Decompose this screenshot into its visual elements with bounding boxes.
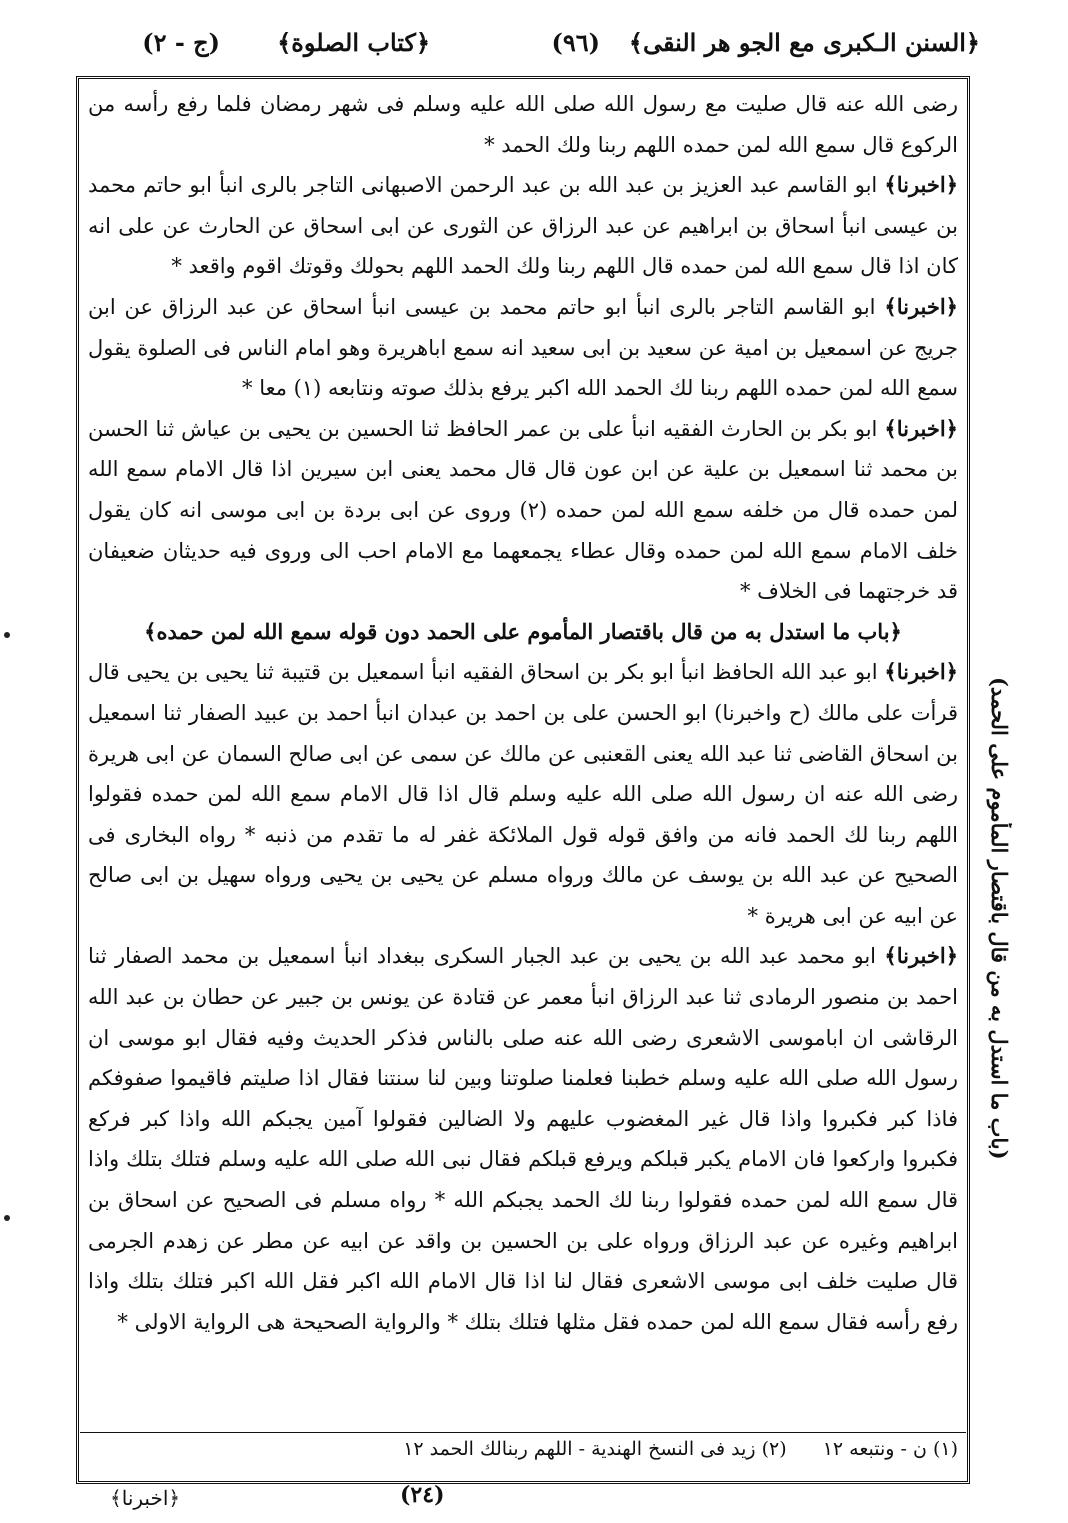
paragraph-3: ﴿اخبرنا﴾ ابو القاسم التاجر بالرى انبأ ابو حاتم محمد بن عيسى انبأ اسحاق عن عبد الرزاق عن ابن جريج عن اسمعيل بن امية عن سعيد بن ابى سعيد انه سمع اباهريرة وهو امام الناس فى الصلوة يقول سمع الله لمن حمده اللهم ربنا لك الحمد الله اكبر يرفع بذلك صوته ونتابعه (١) معا * bbox=[88, 293, 958, 401]
lead-word: ﴿اخبرنا﴾ bbox=[884, 415, 958, 441]
lead-word: ﴿اخبرنا﴾ bbox=[884, 172, 958, 198]
book-title: ﴿السنن الـكبرى مع الجو هر النقى﴾ bbox=[628, 28, 980, 57]
paragraph-2: ﴿اخبرنا﴾ ابو القاسم عبد العزيز بن عبد الله بن عبد الرحمن الاصبهانى التاجر بالرى انبأ ابو حاتم محمد بن عيسى انبأ اسحاق بن ابراهيم عن عبد الرزاق عن الثورى عن ابى اسحاق عن الحارث عن على انه كان اذا قال سمع الله لمن حمده قال اللهم ربنا ولك الحمد اللهم بحولك وقوتك اقوم واقعد * bbox=[88, 172, 958, 279]
scan-mark bbox=[4, 1215, 10, 1221]
margin-note: (باب ما استدل به من قال باقتصار المأموم على الحمد) bbox=[987, 677, 1012, 1160]
paragraph-5: ﴿اخبرنا﴾ ابو عبد الله الحافظ انبأ ابو بكر بن اسحاق الفقيه انبأ اسمعيل بن قتيبة ثنا يحيى بن يحيى قال قرأت على مالك (ح واخبرنا) ابو الحسن على بن احمد بن عبدان انبأ احمد بن عبيد الصفار ثنا اسمعيل بن اسحاق القاضى ثنا عبد الله يعنى القعنبى عن مالك عن سمى عن ابى صالح السمان عن ابى هريرة رضى الله عنه ان رسول الله صلى الله عليه وسلم قال اذا قال الامام سمع الله لمن حمده فقولوا اللهم ربنا لك الحمد فانه من وافق قوله قول الملائكة غفر له ما تقدم من ذنبه * رواه البخارى فى الصحيح عن عبد الله بن يوسف عن مالك ورواه مسلم عن يحيى بن يحيى ورواه سهيل بن ابى صالح عن ابيه عن ابى هريرة * bbox=[88, 659, 958, 928]
volume-number: (ج - ٢) bbox=[142, 28, 220, 57]
lead-word: ﴿اخبرنا﴾ bbox=[884, 943, 958, 969]
footnote-1: (١) ن - ونتبعه ١٢ bbox=[822, 1438, 958, 1460]
chapter-title: ﴿كتاب الصلوة﴾ bbox=[277, 28, 430, 57]
lead-word: ﴿اخبرنا﴾ bbox=[884, 293, 958, 319]
page-header bbox=[100, 28, 980, 68]
footer-page-number: (٢٤) bbox=[400, 1482, 445, 1508]
lead-word: ﴿اخبرنا﴾ bbox=[884, 659, 958, 685]
header-page-number: (٩٦) bbox=[551, 28, 600, 57]
catchword: ﴿اخبرنا﴾ bbox=[110, 1486, 181, 1510]
main-text bbox=[88, 84, 958, 1342]
footnote-2: (٢) زيد فى النسخ الهندية - اللهم ربنالك الحمد ١٢ bbox=[403, 1438, 787, 1460]
paragraph-6: ﴿اخبرنا﴾ ابو محمد عبد الله بن يحيى بن عبد الجبار السكرى ببغداد انبأ اسمعيل بن محمد الصفار ثنا احمد بن منصور الرمادى ثنا عبد الرزاق انبأ معمر عن قتادة عن يونس بن جبير عن حطان بن عبد الله الرقاشى ان اباموسى الاشعرى رضى الله عنه صلى بالناس فذكر الحديث وفيه فقال ابو موسى ان رسول الله صلى الله عليه وسلم خطبنا فعلمنا صلوتنا وبين لنا سنتنا فقال اذا صليتم فاقيموا صفوفكم فاذا كبر فكبروا واذا قال غير المغضوب عليهم ولا الضالين فقولوا آمين يجبكم الله واذا كبر فركع فكبروا واركعوا فان الامام يكبر قبلكم ويرفع قبلكم فقال نبى الله صلى الله عليه وسلم فتلك بتلك واذا قال سمع الله لمن حمده فقولوا ربنا لك الحمد يجبكم الله * رواه مسلم فى الصحيح عن اسحاق بن ابراهيم وغيره عن عبد الرزاق ورواه على بن الحسين بن واقد عن ابيه عن مطر عن زهدم الجرمى قال صليت خلف ابى موسى الاشعرى فقال لنا اذا قال الامام الله اكبر فقل الله اكبر فتلك بتلك واذا رفع رأسه فقال سمع الله لمن حمده فقل مثلها فتلك بتلك * والرواية الصحيحة هى الرواية الاولى * bbox=[88, 943, 959, 1334]
scan-mark bbox=[4, 632, 10, 638]
section-heading: ﴿باب ما استدل به من قال باقتصار المأموم على الحمد دون قوله سمع الله لمن حمده﴾ bbox=[144, 618, 902, 644]
paragraph-4: ﴿اخبرنا﴾ ابو بكر بن الحارث الفقيه انبأ على بن عمر الحافظ ثنا الحسين بن يحيى بن عياش ثنا الحسن بن محمد ثنا اسمعيل بن علية عن ابن عون قال قال محمد يعنى ابن سيرين اذا قال الامام سمع الله لمن حمده قال من خلفه سمع الله لمن حمده (٢) وروى عن ابى بردة بن ابى موسى انه كان يقول خلف الامام سمع الله لمن حمده وقال عطاء يجمعهما مع الامام احب الى وروى فيه حديثان ضعيفان قد خرجتهما فى الخلاف * bbox=[88, 415, 958, 604]
footnote-divider bbox=[80, 1432, 966, 1433]
paragraph-1: رضى الله عنه قال صليت مع رسول الله صلى الله عليه وسلم فى شهر رمضان فلما رفع رأسه من الركوع قال سمع الله لمن حمده اللهم ربنا ولك الحمد * bbox=[88, 92, 958, 157]
footnotes bbox=[98, 1438, 958, 1460]
